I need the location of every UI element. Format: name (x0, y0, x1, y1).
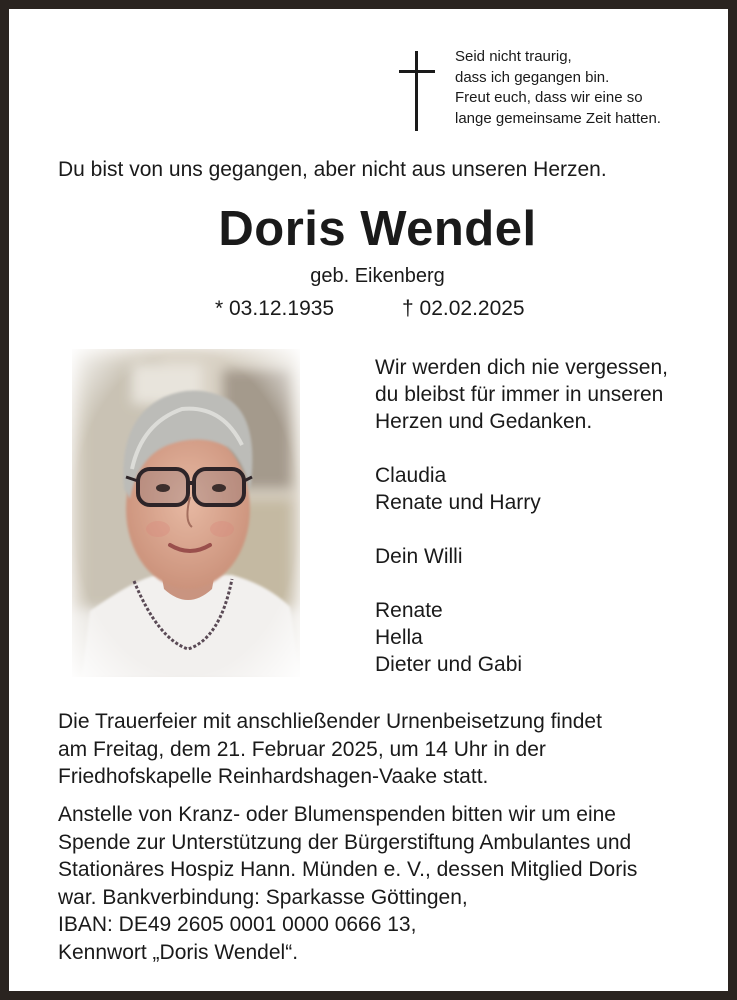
mourners-column (375, 354, 715, 678)
message-line: Wir werden dich nie vergessen, (375, 356, 668, 379)
poem-line: Freut euch, dass wir eine so (455, 89, 643, 106)
birth-date: * 03.12.1935 (215, 297, 335, 320)
poem-line: lange gemeinsame Zeit hatten. (455, 109, 661, 127)
funeral-line: Friedhofskapelle Reinhardshagen-Vaake statt. (58, 765, 489, 788)
donation-line: war. Bankverbindung: Sparkasse Göttingen, (58, 885, 468, 909)
message-line: Herzen und Gedanken. (375, 410, 593, 433)
deceased-name: Doris Wendel (218, 202, 537, 256)
donation-info (58, 801, 718, 966)
portrait-photo (72, 349, 300, 677)
donation-line: Stationäres Hospiz Hann. Münden e. V., dessen Mitglied Doris (58, 858, 638, 881)
mourner-name: Dein Willi (375, 545, 463, 568)
donation-line: Spende zur Unterstützung der Bürgerstiftung Ambulantes und (58, 830, 632, 854)
poem-line: Seid nicht traurig, (455, 48, 572, 65)
poem-line: dass ich gegangen bin. (455, 68, 610, 86)
poem (455, 47, 725, 129)
death-date: † 02.02.2025 (402, 297, 525, 320)
message-line: du bleibst für immer in unseren (375, 383, 664, 406)
mourner-name: Hella (375, 626, 423, 649)
mourner-name: Claudia (375, 464, 447, 487)
donation-line: Kennwort „Doris Wendel“. (58, 940, 299, 964)
intro-text: Du bist von uns gegangen, aber nicht aus unseren Herzen. (58, 158, 607, 181)
cross-icon (397, 51, 437, 133)
mourner-name: Renate und Harry (375, 491, 541, 514)
funeral-line: Die Trauerfeier mit anschließender Urnenbeisetzung findet (58, 710, 602, 733)
funeral-line: am Freitag, dem 21. Februar 2025, um 14 Uhr in der (58, 737, 546, 761)
mourner-name: Dieter und Gabi (375, 653, 523, 676)
donation-line: IBAN: DE49 2605 0001 0000 0666 13, (58, 913, 417, 936)
donation-line: Anstelle von Kranz- oder Blumenspenden bitten wir um eine (58, 803, 616, 826)
maiden-name: geb. Eikenberg (310, 265, 445, 287)
mourner-name: Renate (375, 599, 443, 622)
funeral-info (58, 708, 718, 791)
